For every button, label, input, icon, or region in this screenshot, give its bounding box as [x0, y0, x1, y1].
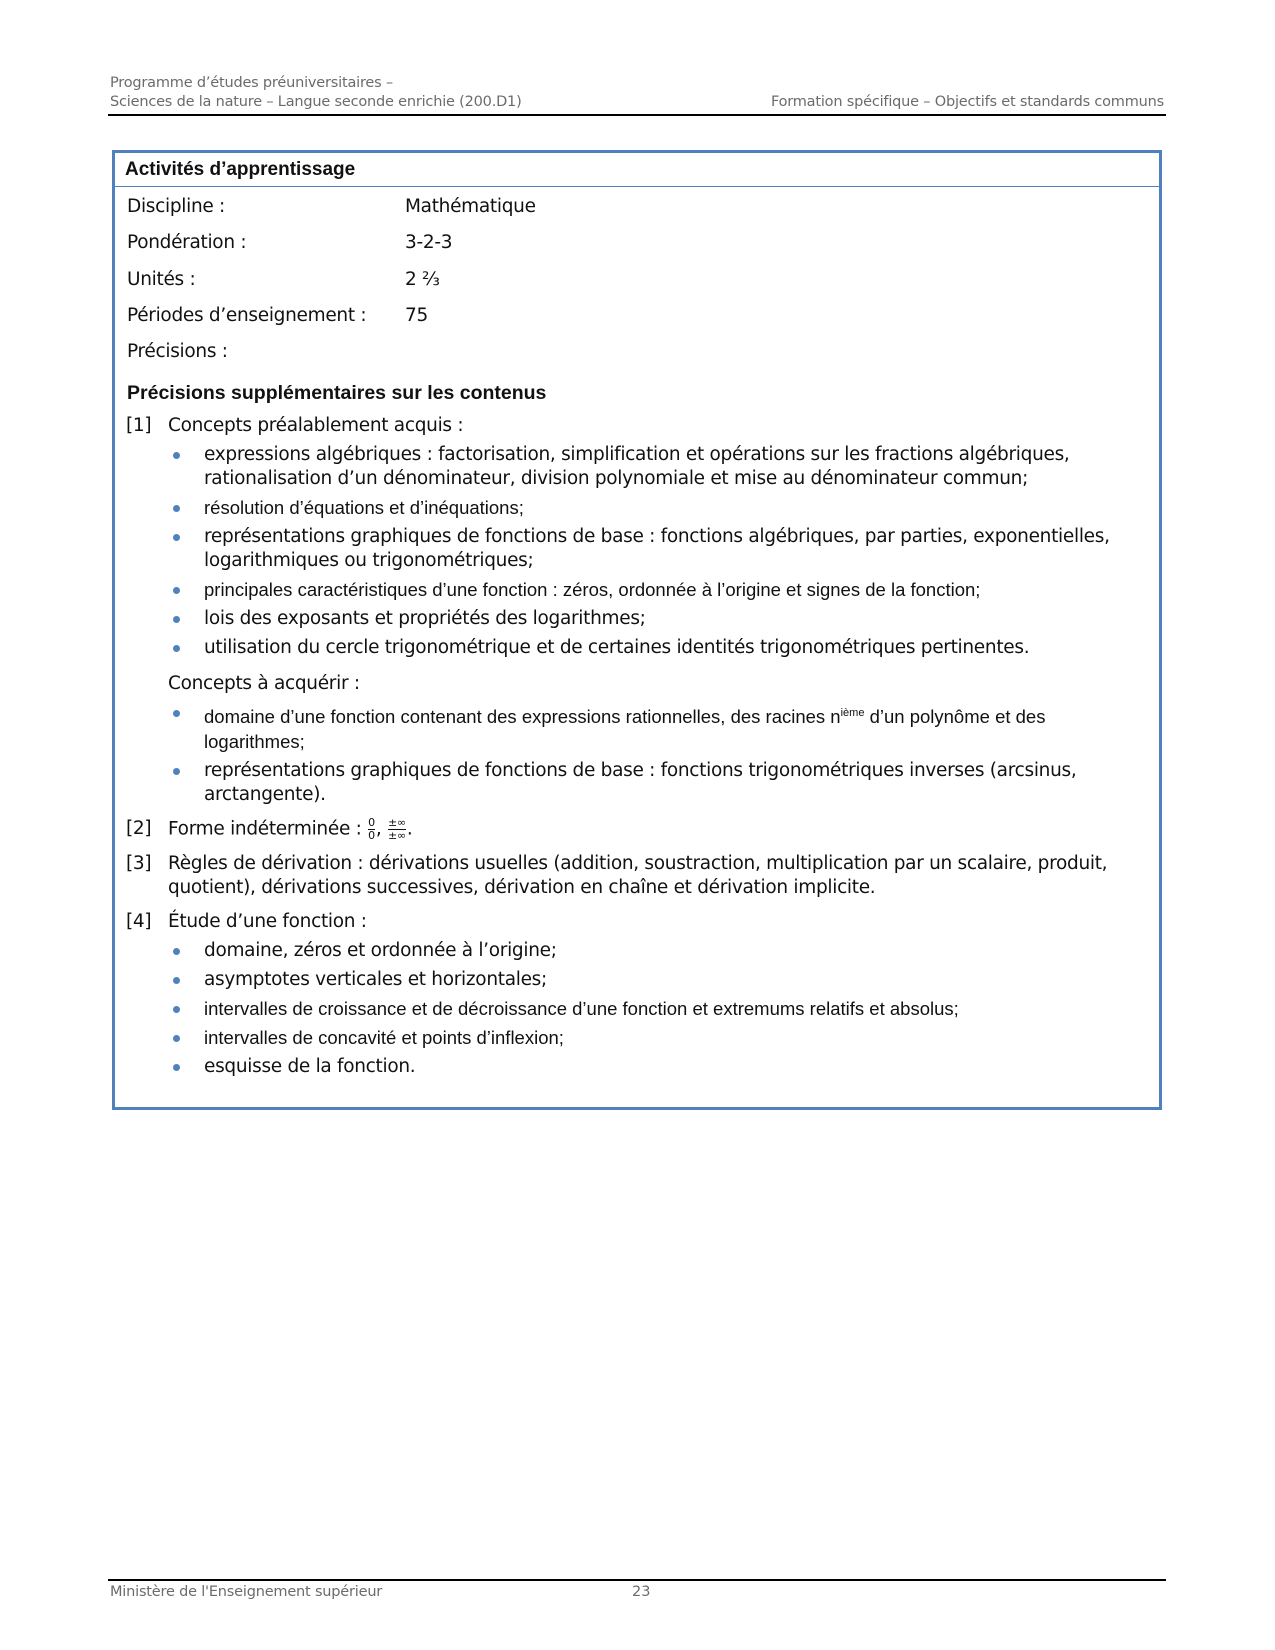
- list-item: asymptotes verticales et horizontales;: [115, 968, 1159, 992]
- footer-ministry: Ministère de l'Enseignement supérieur: [110, 1584, 383, 1600]
- bullet-list: [115, 939, 1159, 1079]
- list-item: domaine, zéros et ordonnée à l’origine;: [115, 939, 1159, 963]
- bullet-icon: [173, 1006, 180, 1013]
- bullet-icon: [173, 587, 180, 594]
- list-item: intervalles de croissance et de décroissance d’une fonction et extremums relatifs et absolus;: [115, 997, 1159, 1021]
- list-item: principales caractéristiques d’une fonction : zéros, ordonnée à l’origine et signes de la fonction;: [115, 578, 1159, 602]
- bullet-icon: [173, 616, 180, 623]
- item-text: Forme indéterminée :: [168, 818, 362, 840]
- numbered-item: [2] Forme indéterminée : $\frac{0}{0}$ , $\frac{\pm\infty}{\pm\infty}$ .: [126, 815, 413, 842]
- bullet-icon: [173, 534, 180, 541]
- fraction-zero-over-zero: $\frac{0}{0}$: [368, 815, 375, 842]
- field-row: [115, 225, 1159, 261]
- learning-activities-box: [112, 150, 1162, 1110]
- list-item: lois des exposants et propriétés des logarithmes;: [115, 607, 1159, 631]
- numbered-item: [115, 414, 1159, 438]
- bullet-list: [115, 443, 1159, 660]
- field-row: [115, 298, 1159, 334]
- item-number: [3]: [126, 852, 152, 874]
- concepts-to-acquire-heading: Concepts à acquérir :: [168, 673, 360, 695]
- bullet-list: [115, 701, 1159, 806]
- list-item: représentations graphiques de fonctions de base : fonctions trigonométriques inverses (arcsinus, arctangente).: [115, 759, 1159, 807]
- item-text: Étude d’une fonction :: [168, 910, 367, 932]
- item-number: [2]: [126, 817, 152, 839]
- numbered-item: [115, 910, 1159, 934]
- bullet-icon: [173, 452, 180, 459]
- header-program-name: Sciences de la nature – Langue seconde enrichie (200.D1): [110, 94, 522, 110]
- list-item: esquisse de la fonction.: [115, 1055, 1159, 1079]
- item-number: [1]: [126, 415, 152, 437]
- header-program-title: Programme d’études préuniversitaires –: [110, 75, 393, 91]
- list-item: expressions algébriques : factorisation, simplification et opérations sur les fractions algébriques, rationalisation d’un dénominateur, division polynomiale et mise au dénominateur commun;: [115, 443, 1159, 491]
- bullet-icon: [173, 977, 180, 984]
- bullet-icon: [173, 768, 180, 775]
- field-value: 3-2-3: [405, 232, 453, 254]
- item-text: Concepts préalablement acquis :: [168, 415, 464, 437]
- bullet-icon: [173, 1064, 180, 1071]
- list-item: intervalles de concavité et points d’inflexion;: [115, 1026, 1159, 1050]
- field-label: Périodes d’enseignement :: [127, 304, 367, 326]
- field-label: Discipline :: [127, 196, 225, 217]
- list-item: domaine d’une fonction contenant des expressions rationnelles, des racines $n^{ième}$ d’un polynôme et des logarithmes;: [115, 701, 1159, 753]
- footer-rule: [108, 1579, 1166, 1581]
- fraction-infinity-over-infinity: $\frac{\pm\infty}{\pm\infty}$: [388, 815, 406, 842]
- page-header: [110, 74, 1164, 112]
- item-text: Règles de dérivation : dérivations usuelles (addition, soustraction, multiplication par un scalaire, produit, quotient), dérivations successives, dérivation en chaîne et dérivation implicite.: [168, 852, 1108, 898]
- field-row: [115, 262, 1159, 298]
- field-value: 2 ⅔: [405, 268, 440, 290]
- box-title: Activités d’apprentissage: [115, 153, 1159, 187]
- field-label: Pondération :: [127, 232, 247, 254]
- field-row: [115, 334, 1159, 370]
- bullet-icon: [173, 505, 180, 512]
- header-section-title: Formation spécifique – Objectifs et standards communs: [770, 94, 1164, 110]
- field-row: [115, 189, 1159, 225]
- section-subtitle: Précisions supplémentaires sur les contenus: [127, 382, 547, 405]
- numbered-item: [115, 852, 1159, 900]
- page-number: 23: [632, 1584, 651, 1600]
- field-value: Mathématique: [405, 196, 536, 217]
- header-rule: [108, 114, 1166, 116]
- bullet-icon: [173, 710, 180, 717]
- bullet-icon: [173, 1035, 180, 1042]
- list-item: utilisation du cercle trigonométrique et de certaines identités trigonométriques pertinentes.: [115, 636, 1159, 660]
- field-label: Précisions :: [127, 341, 228, 363]
- field-value: 75: [405, 304, 428, 326]
- list-item: résolution d’équations et d’inéquations;: [115, 496, 1159, 520]
- bullet-icon: [173, 645, 180, 652]
- list-item: représentations graphiques de fonctions de base : fonctions algébriques, par parties, exponentielles, logarithmiques ou trigonométriques;: [115, 525, 1159, 573]
- field-label: Unités :: [127, 268, 196, 290]
- bullet-icon: [173, 948, 180, 955]
- item-number: [4]: [126, 910, 152, 932]
